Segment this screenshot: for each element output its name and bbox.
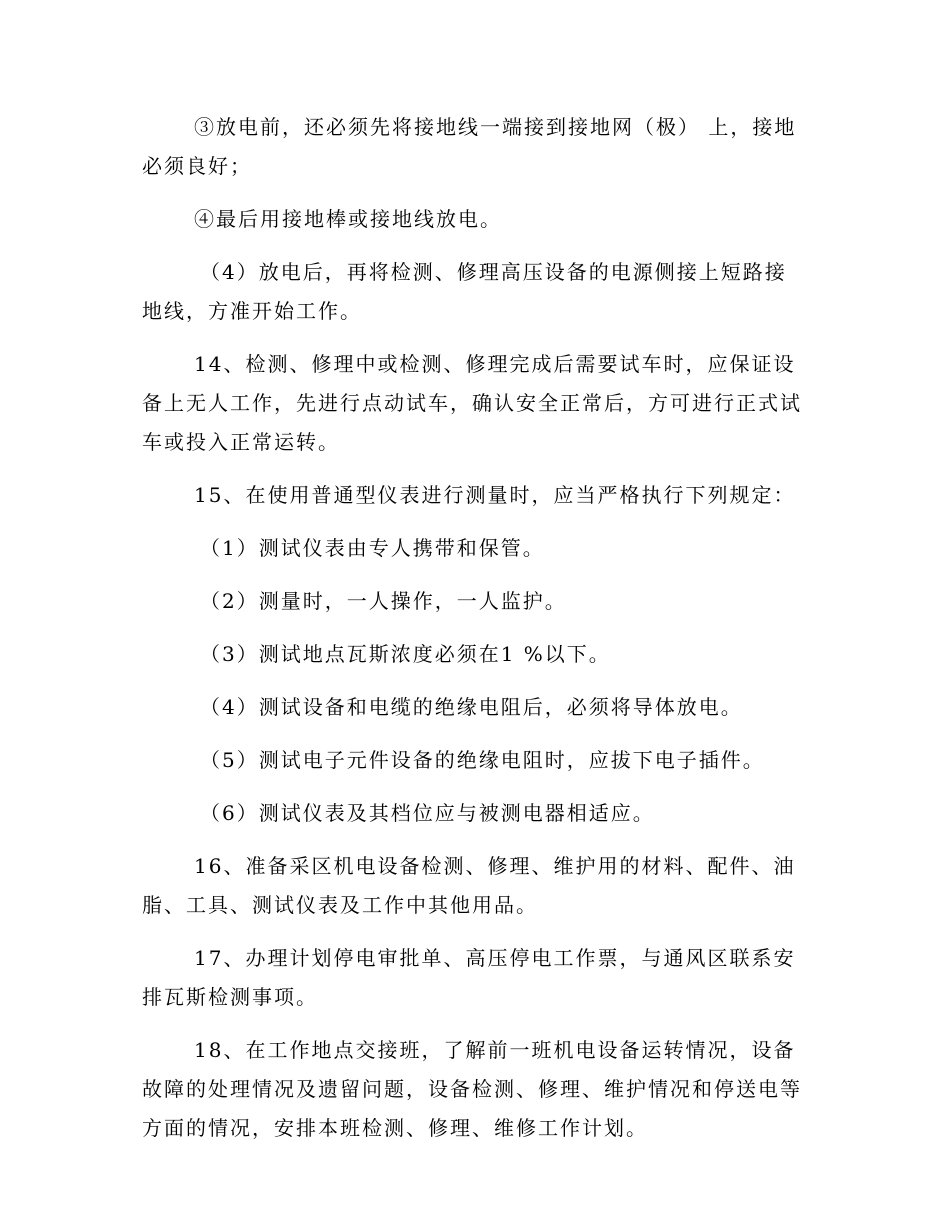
paragraph-discharge-after: （4）放电后，再将检测、修理高压设备的电源侧接上短路接地线，方准开始工作。: [142, 260, 787, 323]
paragraph-15-6: （6）测试仪表及其档位应与被测电器相适应。: [200, 801, 655, 825]
paragraph-15: 15、在使用普通型仪表进行测量时，应当严格执行下列规定：: [194, 483, 796, 507]
paragraph-16: 16、准备采区机电设备检测、修理、维护用的材料、配件、油脂、工具、测试仪表及工作中其他用品。: [142, 854, 796, 917]
paragraph-15-5: （5）测试电子元件设备的绝缘电阻时，应拔下电子插件。: [200, 748, 765, 772]
paragraph-item-4: ④最后用接地棒或接地线放电。: [194, 207, 502, 231]
paragraph-15-2: （2）测量时，一人操作，一人监护。: [200, 589, 567, 613]
paragraph-14: 14、检测、修理中或检测、修理完成后需要试车时，应保证设备上无人工作，先进行点动试车，确认安全正常后，方可进行正式试车或投入正常运转。: [142, 352, 802, 454]
paragraph-17: 17、办理计划停电审批单、高压停电工作票，与通风区联系安排瓦斯检测事项。: [142, 946, 796, 1009]
paragraph-item-3: ③放电前，还必须先将接地线一端接到接地网（极） 上，接地必须良好；: [142, 115, 797, 178]
paragraph-18: 18、在工作地点交接班，了解前一班机电设备运转情况，设备故障的处理情况及遗留问题，设备检测、修理、维护情况和停送电等方面的情况，安排本班检测、修理、维修工作计划。: [142, 1038, 802, 1140]
paragraph-15-3: （3）测试地点瓦斯浓度必须在1 %以下。: [200, 642, 611, 666]
document-body: [142, 108, 802, 1148]
paragraph-15-1: （1）测试仪表由专人携带和保管。: [200, 536, 545, 560]
paragraph-15-4: （4）测试设备和电缆的绝缘电阻后，必须将导体放电。: [200, 695, 743, 719]
